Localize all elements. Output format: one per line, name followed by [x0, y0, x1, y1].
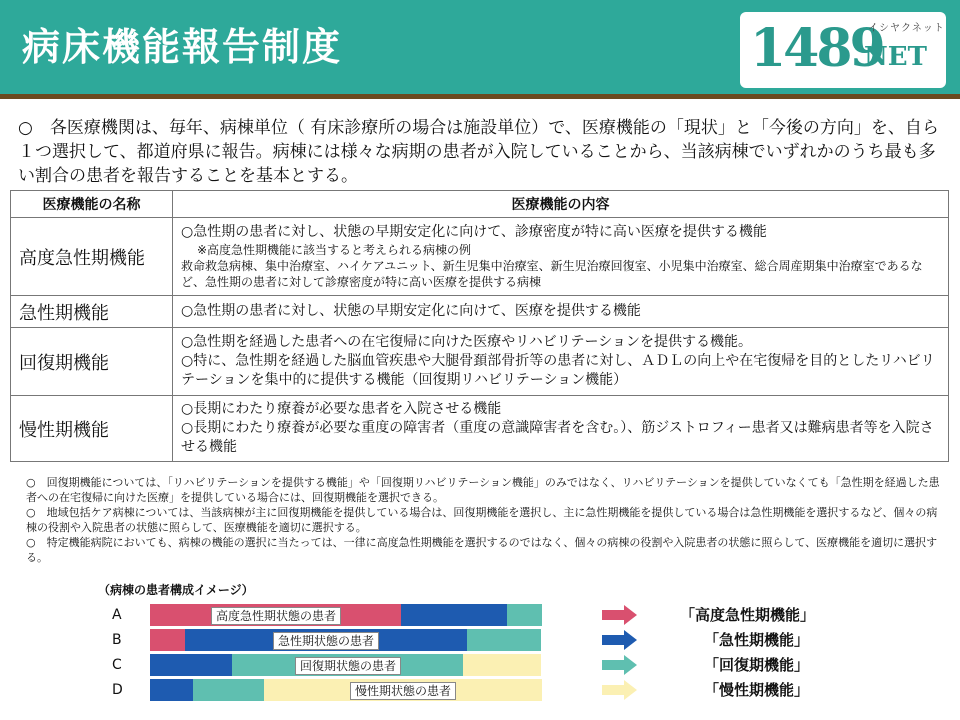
- page-title: 病床機能報告制度: [22, 25, 343, 69]
- note-item: ○ 回復期機能については、「リハビリテーションを提供する機能」や「回復期リハビリテーション機能」のみではなく、リハビリテーションを提供していなくても「急性期を経過した患者への在宅復帰に向けた医療」を提供している場合には、回復期機能を選択できる。: [26, 476, 940, 504]
- bar-segment-chronic: [463, 654, 541, 676]
- table-row: [11, 296, 949, 328]
- header-divider: [0, 94, 960, 99]
- row-label: C: [112, 657, 122, 673]
- function-name: 回復期機能: [11, 328, 173, 396]
- content-line: ○急性期の患者に対し、状態の早期安定化に向けて、診療密度が特に高い医療を提供する機能: [181, 224, 767, 240]
- bar-segment-recovery: [467, 629, 541, 651]
- logo-kana: イシヤクネット: [868, 23, 945, 34]
- bar-segment-acute: [150, 654, 232, 676]
- chart-caption: （病棟の患者構成イメージ）: [98, 583, 254, 597]
- content-line: 救命救急病棟、集中治療室、ハイケアユニット、新生児集中治療室、新生児治療回復室、小児集中治療室、総合周産期集中治療室であるなど、急性期の患者に対して診療密度が特に高い医療を提供する病棟: [181, 259, 923, 289]
- notes: [26, 476, 948, 566]
- column-header-content: 医療機能の内容: [173, 191, 949, 218]
- column-header-name: 医療機能の名称: [11, 191, 173, 218]
- function-name: 高度急性期機能: [11, 218, 173, 296]
- bar-segment-recovery: [507, 604, 542, 626]
- bar-segment-recovery: [193, 679, 264, 701]
- intro-text: ○ 各医療機関は、毎年、病棟単位（ 有床診療所の場合は施設単位）で、医療機能の「現状」と「今後の方向」を、自ら１つ選択して、都道府県に報告。病棟には様々な病期の患者が入院していることから、当該病棟でいずれかのうち最も多い割合の患者を報告することを基本とする。: [18, 118, 939, 186]
- function-table: [10, 190, 949, 462]
- note-item: ○ 地域包括ケア病棟については、当該病棟が主に回復期機能を提供している場合は、回復期機能を選択し、主に急性期機能を提供している場合は急性期機能を選択するなど、個々の病棟の役割や入院患者の状態に照らして、医療機能を適切に選択する。: [26, 506, 938, 534]
- bar-segment-high-acute: [150, 629, 185, 651]
- function-name: 慢性期機能: [11, 396, 173, 462]
- content-line: ○長期にわたり療養が必要な重度の障害者（重度の意識障害者を含む。）、筋ジストロフィー患者又は難病患者等を入院させる機能: [181, 420, 934, 455]
- bar-segment-acute: [401, 604, 507, 626]
- row-label: A: [112, 607, 122, 623]
- table-row: [11, 396, 949, 462]
- function-result-label: 「慢性期機能」: [704, 681, 810, 699]
- function-content: [173, 296, 949, 328]
- function-content: [173, 396, 949, 462]
- stacked-bar: [150, 654, 542, 676]
- function-result-label: 「高度急性期機能」: [680, 606, 816, 624]
- arrow-right-icon: [602, 679, 638, 701]
- function-content: [173, 218, 949, 296]
- note-item: ○ 特定機能病院においても、病棟の機能の選択に当たっては、一律に高度急性期機能を選択するのではなく、個々の病棟の役割や入院患者の状態に照らして、医療機能を適切に選択する。: [26, 536, 938, 564]
- logo-net: NET: [864, 42, 927, 72]
- content-line: ○特に、急性期を経過した脳血管疾患や大腿骨頚部骨折等の患者に対し、ＡＤＬの向上や在宅復帰を目的としたリハビリテーションを集中的に提供する機能（回復期リハビリテーション機能）: [181, 353, 935, 388]
- table-row: [11, 218, 949, 296]
- stacked-bar: [150, 679, 542, 701]
- arrow-right-icon: [602, 654, 638, 676]
- table-header-row: [11, 191, 949, 218]
- row-label: D: [112, 682, 123, 698]
- content-line: ○急性期の患者に対し、状態の早期安定化に向けて、医療を提供する機能: [181, 303, 641, 319]
- function-result-label: 「回復期機能」: [704, 656, 810, 674]
- row-label: B: [112, 632, 122, 648]
- logo: [740, 12, 946, 88]
- function-name: 急性期機能: [11, 296, 173, 328]
- stacked-bar: [150, 629, 542, 651]
- function-result-label: 「急性期機能」: [704, 631, 810, 649]
- bar-segment-acute: [150, 679, 193, 701]
- content-line: ○急性期を経過した患者への在宅復帰に向けた医療やリハビリテーションを提供する機能。: [181, 334, 752, 350]
- function-content: [173, 328, 949, 396]
- segment-label: 高度急性期状態の患者: [211, 607, 341, 625]
- segment-label: 急性期状態の患者: [273, 632, 379, 650]
- arrow-right-icon: [602, 629, 638, 651]
- patient-composition-chart: [0, 600, 960, 700]
- header-bar: [0, 0, 960, 94]
- arrow-right-icon: [602, 604, 638, 626]
- stacked-bar: [150, 604, 542, 626]
- logo-number: 1489: [750, 18, 883, 79]
- table-row: [11, 328, 949, 396]
- content-line: ○長期にわたり療養が必要な患者を入院させる機能: [181, 401, 502, 417]
- segment-label: 回復期状態の患者: [295, 657, 401, 675]
- segment-label: 慢性期状態の患者: [350, 682, 456, 700]
- content-line: ※高度急性期機能に該当すると考えられる病棟の例: [197, 243, 472, 257]
